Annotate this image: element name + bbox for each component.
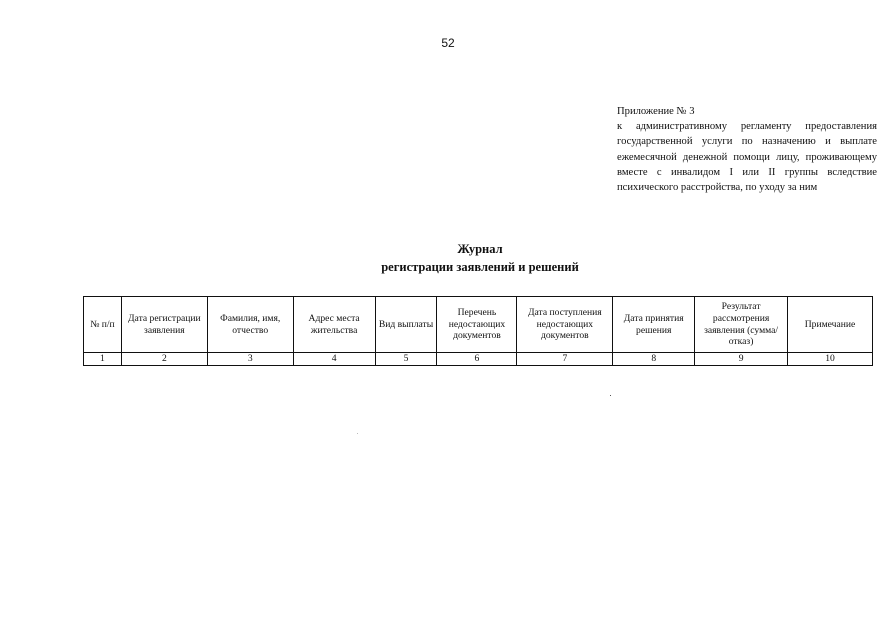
scan-speck (357, 433, 358, 434)
appendix-note (617, 104, 877, 195)
table-row (84, 353, 873, 366)
column-number-cell: 4 (293, 353, 375, 366)
scan-speck (610, 395, 611, 396)
registration-table (83, 296, 873, 366)
column-number-cell: 8 (613, 353, 695, 366)
journal-heading (0, 240, 896, 276)
header-cell: Результат рассмотрения заявления (сумма/отказ) (695, 297, 788, 353)
header-cell: Адрес места жительства (293, 297, 375, 353)
column-number-cell: 2 (121, 353, 207, 366)
header-cell: Дата поступления недостающих документов (517, 297, 613, 353)
column-number-cell: 10 (788, 353, 873, 366)
page-number: 52 (441, 36, 455, 50)
journal-title: Журнал (457, 242, 503, 256)
header-cell: Перечень недостающих документов (437, 297, 517, 353)
header-cell: Фамилия, имя, отчество (207, 297, 293, 353)
column-number-cell: 7 (517, 353, 613, 366)
table-header-row (84, 297, 873, 353)
column-number-cell: 9 (695, 353, 788, 366)
appendix-title: Приложение № 3 (617, 106, 695, 117)
column-number-cell: 5 (375, 353, 437, 366)
column-number-cell: 6 (437, 353, 517, 366)
column-number-cell: 1 (84, 353, 122, 366)
column-number-cell: 3 (207, 353, 293, 366)
appendix-text: к административному регламенту предоставления государственной услуги по назначению и выплате ежемесячной денежной помощи лицу, проживающему вместе с инвалидом I или II группы вследствие психического расстройства, по уходу за ним (617, 121, 877, 194)
journal-subtitle: регистрации заявлений и решений (381, 260, 579, 274)
header-cell: Дата регистрации заявления (121, 297, 207, 353)
header-cell: № п/п (84, 297, 122, 353)
header-cell: Дата принятия решения (613, 297, 695, 353)
header-cell: Вид выплаты (375, 297, 437, 353)
header-cell: Примечание (788, 297, 873, 353)
